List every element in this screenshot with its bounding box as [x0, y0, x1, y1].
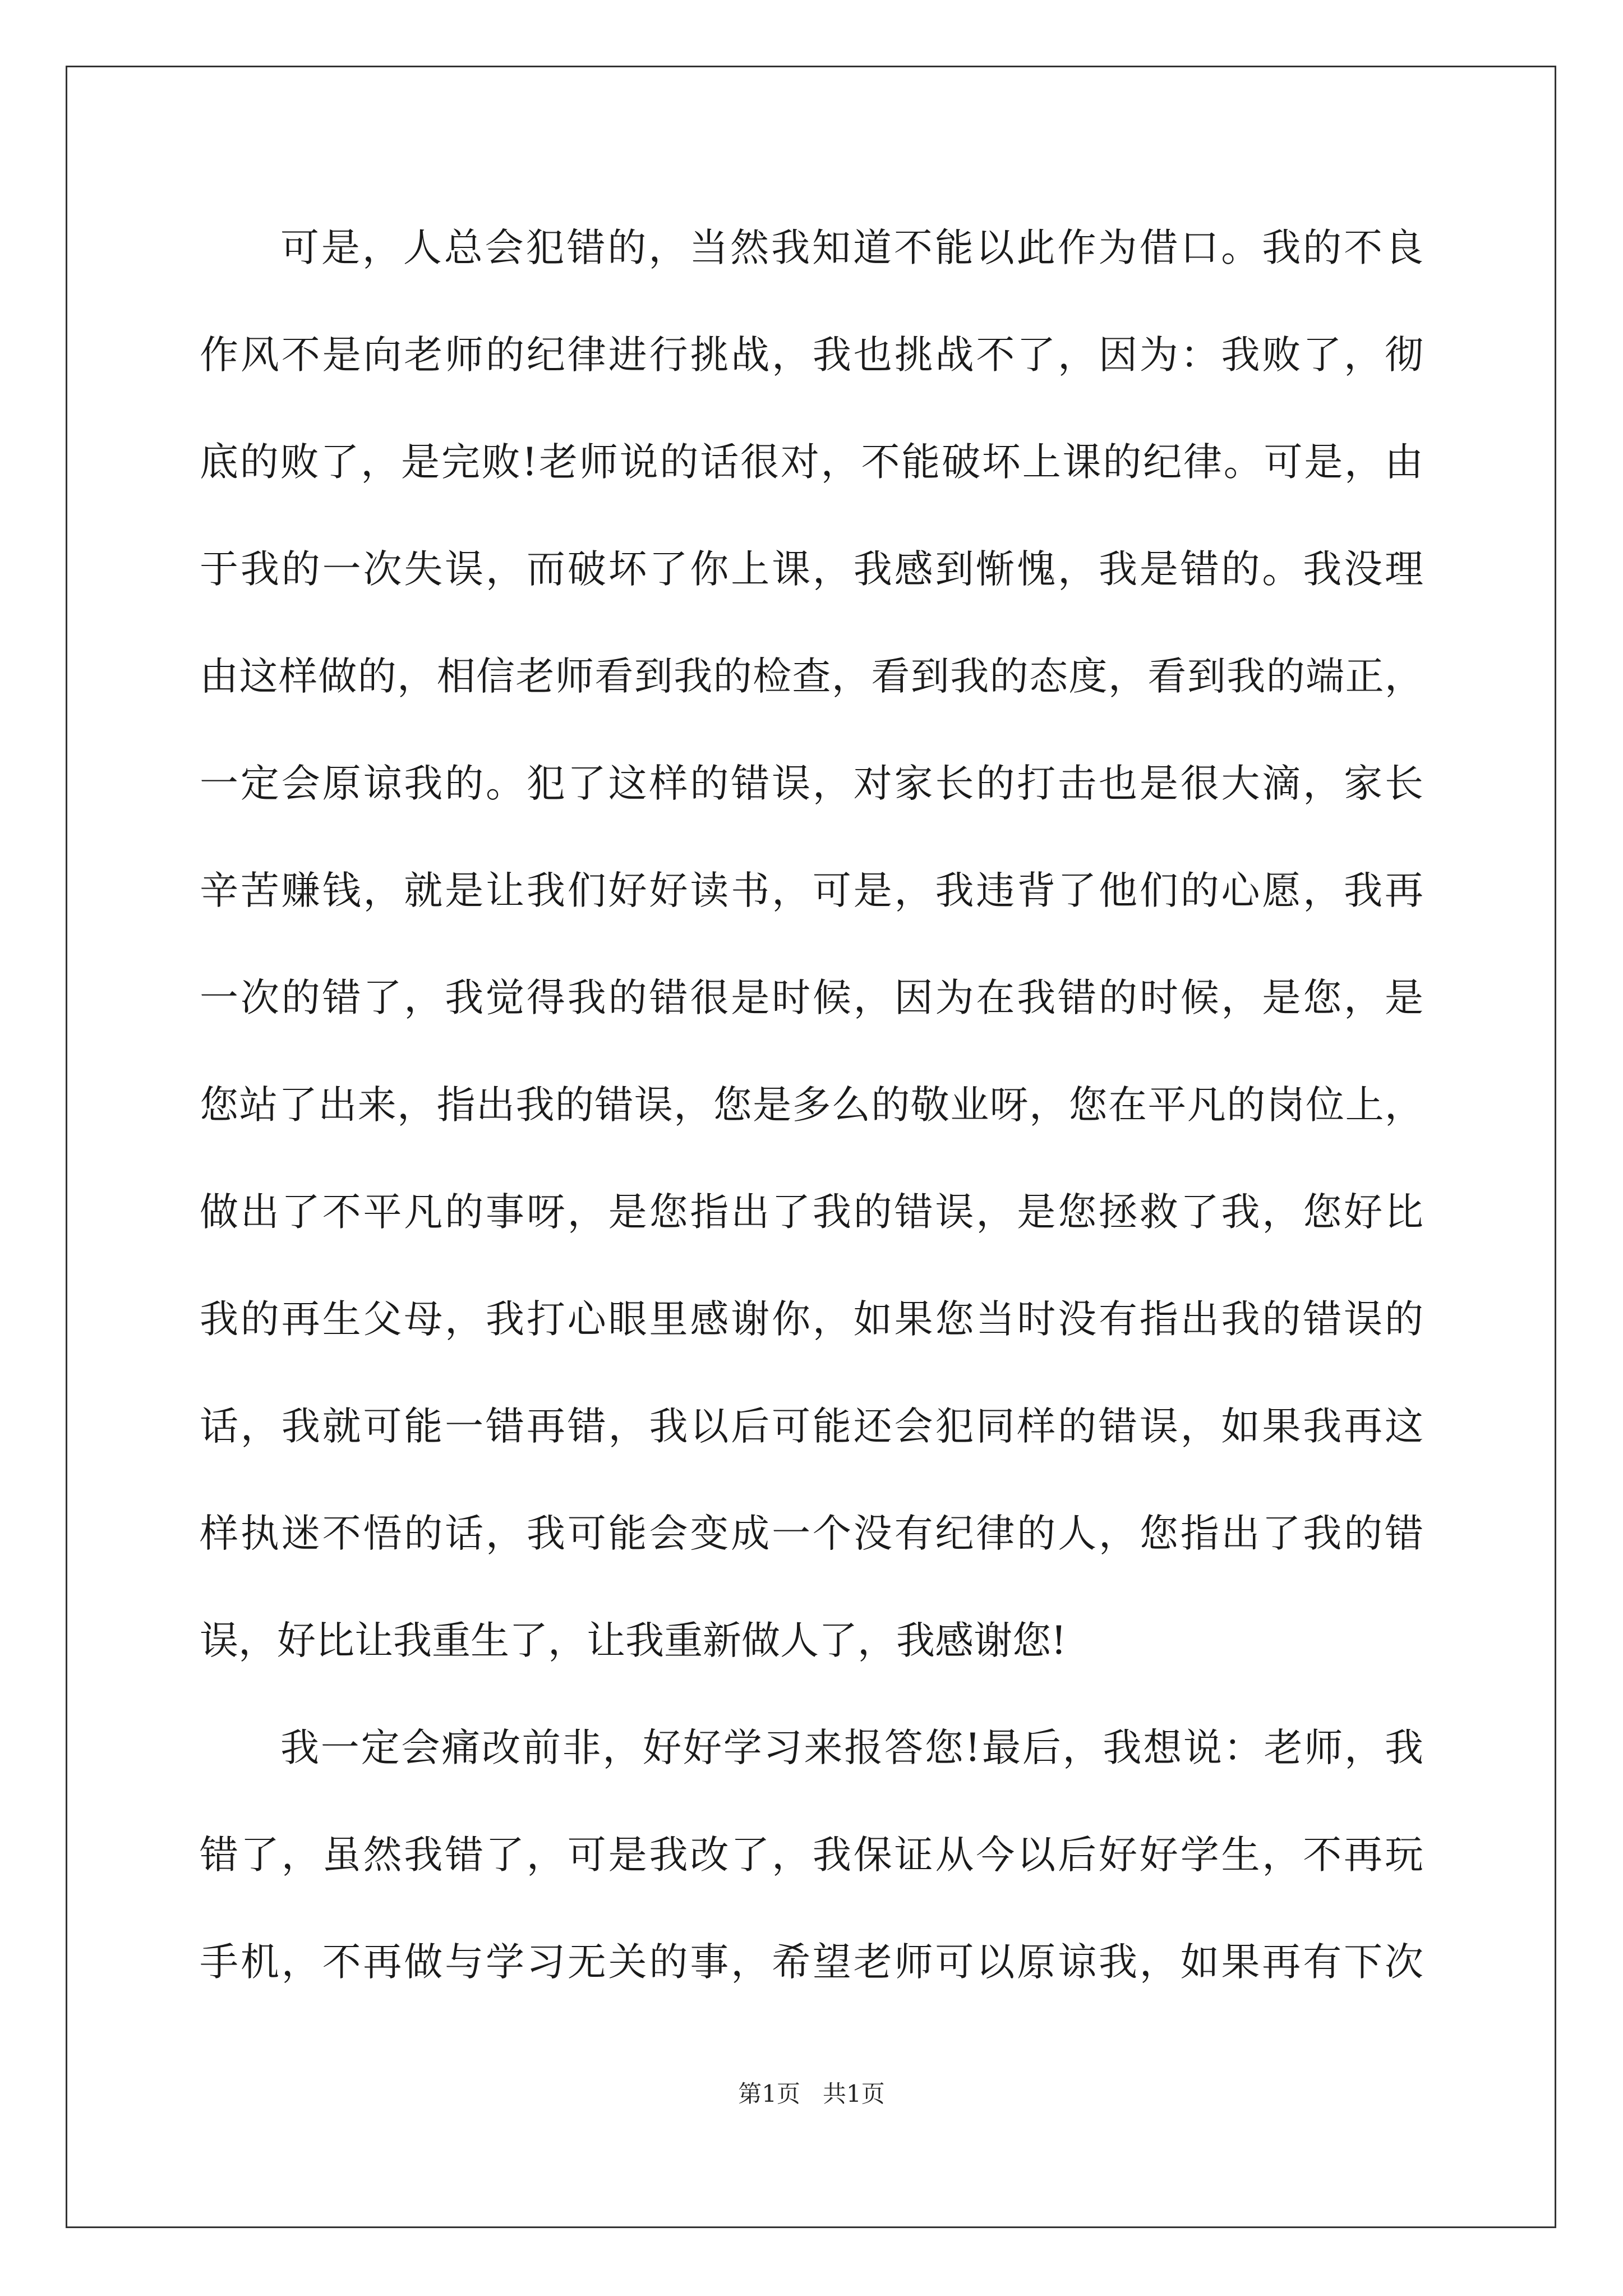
text-line: 我的再生父母，我打心眼里感谢你，如果您当时没有指出我的错误的	[200, 1297, 1423, 1342]
text-line: 于我的一次失误，而破坏了你上课，我感到惭愧，我是错的。我没理	[200, 547, 1423, 592]
text-line: 误，好比让我重生了，让我重新做人了，我感谢您!	[200, 1618, 1067, 1663]
page-border	[66, 66, 1556, 2228]
text-line: 手机，不再做与学习无关的事，希望老师可以原谅我，如果再有下次	[200, 1940, 1423, 1985]
text-line: 由这样做的，相信老师看到我的检查，看到我的态度，看到我的端正，	[200, 654, 1423, 699]
text-line: 错了，虽然我错了，可是我改了，我保证从今以后好好学生，不再玩	[200, 1833, 1423, 1878]
text-line: 可是，人总会犯错的，当然我知道不能以此作为借口。我的不良	[280, 226, 1423, 270]
text-line: 话，我就可能一错再错，我以后可能还会犯同样的错误，如果我再这	[200, 1404, 1423, 1449]
text-line: 您站了出来，指出我的错误，您是多么的敬业呀，您在平凡的岗位上，	[200, 1083, 1423, 1128]
text-line: 作风不是向老师的纪律进行挑战，我也挑战不了，因为：我败了，彻	[200, 333, 1423, 378]
page-number: 第1页 共1页	[738, 2080, 885, 2108]
text-line: 底的败了，是完败!老师说的话很对，不能破坏上课的纪律。可是，由	[200, 440, 1423, 485]
text-line: 一次的错了，我觉得我的错很是时候，因为在我错的时候，是您，是	[200, 976, 1423, 1020]
text-line: 样执迷不悟的话，我可能会变成一个没有纪律的人，您指出了我的错	[200, 1511, 1423, 1556]
text-line: 一定会原谅我的。犯了这样的错误，对家长的打击也是很大滴，家长	[200, 761, 1423, 806]
text-line: 我一定会痛改前非，好好学习来报答您!最后，我想说：老师，我	[280, 1726, 1423, 1770]
text-line: 做出了不平凡的事呀，是您指出了我的错误，是您拯救了我，您好比	[200, 1190, 1423, 1235]
text-line: 辛苦赚钱，就是让我们好好读书，可是，我违背了他们的心愿，我再	[200, 868, 1423, 913]
